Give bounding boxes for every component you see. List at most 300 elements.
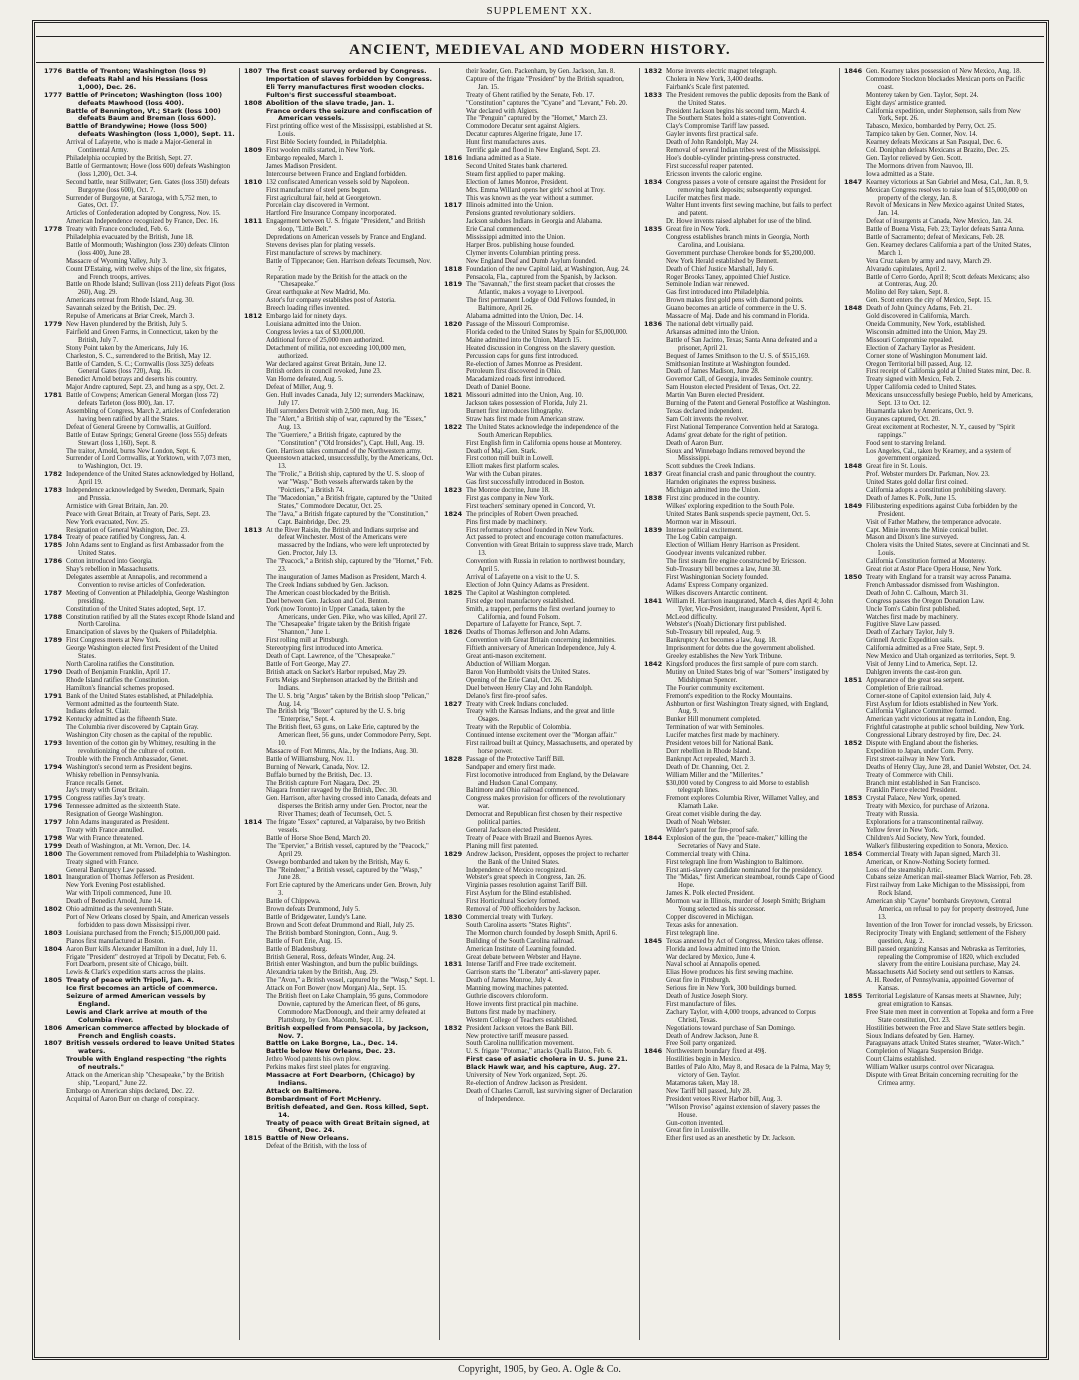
entry-year bbox=[844, 155, 866, 163]
entry-text: Baron Von Humboldt visits the United States. bbox=[466, 668, 591, 676]
entry-text: William Walker usurps control over Nicaragua. bbox=[866, 1064, 995, 1072]
entry-text: Kearney victorious at San Gabriel and Mesa, Cal., Jan. 8, 9. bbox=[866, 178, 1029, 186]
entry-year bbox=[444, 210, 466, 218]
entry-text: Northwestern boundary fixed at 49§. bbox=[666, 1048, 767, 1056]
entry-text: At the River Raisin, the British and Indians surprise and defeat Winchester. Most of the Americans were massacred by the Indians, who were left unprotected by Gen. Proctor, July 13. bbox=[266, 526, 430, 558]
entry-year bbox=[244, 337, 266, 345]
history-entry bbox=[244, 274, 435, 290]
entry-text: Gold discovered in California, March. bbox=[866, 313, 970, 321]
history-entry bbox=[444, 163, 635, 171]
entry-year bbox=[244, 930, 266, 938]
entry-year bbox=[644, 416, 666, 424]
history-entry bbox=[644, 732, 835, 740]
history-entry bbox=[444, 503, 635, 511]
entry-year: 1823 bbox=[444, 486, 463, 495]
entry-year bbox=[444, 455, 466, 463]
entry-year bbox=[244, 495, 266, 511]
entry-year bbox=[44, 1072, 66, 1088]
entry-text: First Bible Society founded, in Philadelphia. bbox=[266, 139, 388, 147]
entry-text: British General, Ross, defeats Winder, Aug. 24. bbox=[266, 953, 396, 961]
entry-year bbox=[844, 629, 866, 637]
entry-text: Kearney defeats Mexicans at San Pasqual, Dec. 6. bbox=[866, 139, 1003, 147]
entry-text: Paraguayans attack United States steamer, "Water-Witch." bbox=[866, 1040, 1025, 1048]
entry-text: British defeated, and Gen. Ross killed, Sept. 14. bbox=[266, 1102, 429, 1119]
history-entry bbox=[44, 629, 235, 637]
entry-text: Continued intense excitement over the "Morgan affair." bbox=[466, 732, 617, 740]
history-entry bbox=[444, 764, 635, 772]
entry-text: Matamoras taken, May 18. bbox=[666, 1080, 740, 1087]
entry-text: The Southern States hold a states-right Convention. bbox=[666, 115, 807, 123]
entry-year: 1788 bbox=[44, 612, 63, 621]
entry-text: Explorations for a transcontinental railway. bbox=[866, 819, 984, 827]
entry-year bbox=[444, 787, 466, 795]
history-entry bbox=[44, 708, 235, 716]
entry-text: Convention with Great Britain to suppress slave trade, March 13. bbox=[466, 542, 634, 558]
entry-year bbox=[444, 811, 466, 827]
entry-year bbox=[44, 432, 66, 448]
entry-year bbox=[244, 748, 266, 756]
history-entry bbox=[844, 361, 1036, 369]
entry-text: The traitor, Arnold, burns New London, Sept. 6. bbox=[66, 447, 197, 455]
entry-year bbox=[844, 867, 866, 875]
entry-year bbox=[44, 985, 66, 993]
history-entry bbox=[844, 582, 1036, 590]
entry-year bbox=[244, 392, 266, 408]
history-entry bbox=[444, 534, 635, 542]
history-entry bbox=[844, 645, 1036, 653]
entry-text: Great fire in New York. bbox=[666, 226, 731, 234]
entry-text: Hartford Fire Insurance Company incorporated. bbox=[266, 210, 397, 218]
history-entry bbox=[244, 527, 435, 559]
entry-text: Elliott makes first platform scales. bbox=[466, 463, 560, 471]
entry-text: Lucifer matches first made. bbox=[666, 194, 741, 202]
history-entry bbox=[444, 787, 635, 795]
entry-year bbox=[644, 424, 666, 432]
history-entry bbox=[644, 685, 835, 693]
entry-year bbox=[244, 329, 266, 337]
entry-text: Battle of Buena Vista, Feb. 23; Taylor defeats Santa Anna. bbox=[866, 226, 1025, 234]
history-entry bbox=[644, 131, 835, 139]
entry-text: The "Reindeer," a British vessel, captured by the "Wasp," June 28. bbox=[266, 866, 423, 882]
entry-year bbox=[244, 574, 266, 582]
history-entry bbox=[244, 242, 435, 250]
entry-year bbox=[844, 392, 866, 408]
entry-text: Sam Colt invents the revolver. bbox=[666, 415, 749, 423]
entry-text: Governor Call, of Georgia, invades Seminole country. bbox=[666, 376, 813, 384]
entry-text: Webster's great speech in Congress, Jan. 26. bbox=[466, 874, 586, 882]
history-entry bbox=[644, 384, 835, 392]
entry-year bbox=[444, 795, 466, 811]
history-entry bbox=[244, 1143, 435, 1151]
entry-year bbox=[844, 139, 866, 147]
entry-year bbox=[244, 843, 266, 859]
entry-text: Jackson subdues Indians in Georgia and Alabama. bbox=[466, 218, 603, 226]
entry-year bbox=[644, 701, 666, 717]
entry-year bbox=[244, 582, 266, 590]
entry-text: Filibustering expeditions against Cuba forbidden by the President. bbox=[866, 502, 1018, 518]
entry-year bbox=[244, 938, 266, 946]
entry-text: First successful reaper patented. bbox=[666, 162, 754, 170]
history-entry bbox=[244, 1135, 435, 1143]
history-entry bbox=[644, 1056, 835, 1064]
history-entry bbox=[844, 345, 1036, 353]
entry-text: Treaty with the Kansas Indians, and the great and little Osages. bbox=[466, 708, 615, 724]
entry-text: Gas first introduced into Philadelphia. bbox=[666, 289, 770, 297]
entry-year bbox=[444, 408, 466, 416]
history-entry bbox=[44, 384, 235, 392]
history-entry bbox=[444, 313, 635, 321]
history-entry bbox=[644, 527, 835, 535]
entry-year: 1841 bbox=[644, 596, 663, 605]
history-entry bbox=[644, 155, 835, 163]
history-entry bbox=[644, 147, 835, 155]
history-entry bbox=[244, 772, 435, 780]
entry-text: Wilkes discovers Antarctic continent. bbox=[666, 589, 768, 597]
entry-year: 1842 bbox=[644, 659, 663, 668]
history-entry bbox=[644, 139, 835, 147]
entry-year bbox=[244, 202, 266, 210]
history-entry bbox=[644, 266, 835, 274]
history-entry bbox=[44, 693, 235, 701]
entry-text: Uncle Tom's Cabin first published. bbox=[866, 605, 961, 613]
entry-text: First Asylum for the Blind established. bbox=[466, 890, 572, 898]
history-entry bbox=[244, 574, 435, 582]
history-entry bbox=[844, 764, 1036, 772]
entry-text: Death of Aaron Burr. bbox=[666, 439, 724, 447]
history-entry bbox=[644, 1048, 835, 1056]
entry-year bbox=[244, 274, 266, 290]
entry-text: Death of Charles Carroll, last surviving signer of Declaration of Independence. bbox=[466, 1087, 633, 1103]
entry-year: 1838 bbox=[644, 493, 663, 502]
history-entry bbox=[244, 210, 435, 218]
history-entry bbox=[44, 787, 235, 795]
entry-year bbox=[644, 1127, 666, 1135]
history-entry bbox=[844, 274, 1036, 290]
history-entry bbox=[844, 76, 1036, 92]
entry-text: Battle of New Orleans. bbox=[266, 1134, 349, 1143]
history-entry bbox=[644, 756, 835, 764]
history-entry bbox=[444, 669, 635, 677]
entry-year bbox=[244, 606, 266, 622]
history-entry bbox=[444, 867, 635, 875]
entry-year bbox=[644, 716, 666, 724]
entry-text: Embargo repealed, March 1. bbox=[266, 154, 344, 162]
entry-year bbox=[444, 1072, 466, 1080]
entry-text: Cubans seize American mail-steamer Black Warrior, Feb. 28. bbox=[866, 874, 1033, 882]
entry-text: Massacre of Maj. Dade and his command in Florida. bbox=[666, 313, 810, 321]
entry-year bbox=[644, 1025, 666, 1033]
entry-year bbox=[44, 210, 66, 218]
entry-text: Battle of Germantown; Howe (loss 600) defeats Washington (loss 1,200), Oct. 3-4. bbox=[66, 162, 231, 178]
history-entry bbox=[844, 629, 1036, 637]
history-entry bbox=[44, 266, 235, 282]
history-entry bbox=[644, 479, 835, 487]
entry-text: First zinc produced in the country. bbox=[666, 494, 760, 502]
history-entry bbox=[444, 155, 635, 163]
history-entry bbox=[44, 471, 235, 487]
entry-year bbox=[44, 163, 66, 179]
entry-year bbox=[244, 471, 266, 495]
entry-text: General Jackson elected President. bbox=[466, 827, 561, 834]
entry-year bbox=[844, 724, 866, 732]
history-entry bbox=[844, 479, 1036, 487]
entry-year bbox=[44, 376, 66, 384]
entry-year bbox=[444, 139, 466, 147]
entry-year bbox=[844, 582, 866, 590]
entry-text: Dahlgren invents the cast-iron gun. bbox=[866, 668, 962, 676]
history-entry bbox=[244, 329, 435, 337]
entry-text: Battles of Palo Alto, May 8, and Resaca de la Palma, May 9; victory of Gen. Taylor. bbox=[666, 1064, 831, 1080]
entry-text: First National Temperance Convention held at Saratoga. bbox=[666, 423, 819, 431]
history-entry bbox=[644, 701, 835, 717]
history-entry bbox=[244, 408, 435, 416]
entry-year bbox=[844, 337, 866, 345]
entry-year: 1795 bbox=[44, 794, 63, 803]
entry-text: Importation of slaves forbidden by Congress. bbox=[266, 74, 432, 83]
entry-text: California adopts a constitution prohibiting slavery. bbox=[866, 487, 1007, 495]
entry-year bbox=[844, 202, 866, 218]
history-entry bbox=[444, 321, 635, 329]
entry-year bbox=[444, 353, 466, 361]
entry-year bbox=[644, 764, 666, 772]
history-entry bbox=[44, 408, 235, 424]
entry-year bbox=[644, 1088, 666, 1096]
entry-text: Pensions granted revolutionary soldiers. bbox=[466, 210, 576, 218]
entry-year bbox=[444, 226, 466, 234]
entry-year bbox=[444, 1048, 466, 1056]
history-entry bbox=[244, 558, 435, 574]
entry-year bbox=[644, 977, 666, 985]
entry-text: Cholera in New York, 3,400 deaths. bbox=[666, 75, 764, 83]
history-entry bbox=[44, 1072, 235, 1088]
entry-year bbox=[644, 724, 666, 732]
history-entry bbox=[644, 353, 835, 361]
history-entry bbox=[444, 954, 635, 962]
entry-year bbox=[44, 701, 66, 709]
entry-year bbox=[844, 163, 866, 171]
entry-text: Gen. Kearney declares California a part of the United States, March 1. bbox=[866, 241, 1032, 257]
entry-text: Great anti-mason excitement. bbox=[466, 653, 547, 661]
entry-text: Guyanes captured, Oct. 20. bbox=[866, 415, 940, 423]
entry-text: Congress ratifies Jay's treaty. bbox=[66, 795, 145, 803]
entry-year bbox=[44, 519, 66, 527]
entry-text: British attack on Sacket's Harbor repulsed, May 29. bbox=[266, 668, 407, 676]
entry-year bbox=[44, 361, 66, 377]
entry-year: 1802 bbox=[44, 905, 63, 914]
entry-year bbox=[444, 463, 466, 471]
entry-text: California Vigilance Committee formed. bbox=[866, 708, 977, 716]
entry-year bbox=[644, 1120, 666, 1128]
entry-year: 1810 bbox=[244, 177, 263, 186]
history-entry bbox=[644, 645, 835, 653]
entry-text: Yellow fever in New York. bbox=[866, 827, 939, 834]
entry-year: 1797 bbox=[44, 818, 63, 827]
entry-text: Constitution ratified by all the States except Rhode Island and North Carolina. bbox=[66, 613, 235, 629]
entry-year bbox=[244, 621, 266, 637]
history-entry bbox=[444, 1088, 635, 1104]
entry-year: 1835 bbox=[644, 225, 663, 234]
entry-text: Bankrupt Act repealed, March 3. bbox=[666, 755, 756, 763]
history-entry bbox=[44, 764, 235, 772]
entry-year bbox=[444, 685, 466, 693]
entry-year bbox=[244, 345, 266, 361]
entry-year bbox=[844, 542, 866, 558]
entry-text: First manufacture of screws by machinery. bbox=[266, 249, 382, 257]
entry-text: Harper Bros. publishing house founded. bbox=[466, 241, 575, 249]
entry-year bbox=[844, 590, 866, 598]
history-entry bbox=[844, 139, 1036, 147]
entry-year bbox=[444, 977, 466, 985]
history-entry bbox=[644, 827, 835, 835]
entry-text: Defeat of General Greene by Cornwallis, at Guilford. bbox=[66, 423, 212, 431]
history-entry bbox=[844, 661, 1036, 669]
entry-text: Sioux and Winnebago Indians removed beyond the Mississippi. bbox=[666, 447, 805, 463]
entry-text: First manufacture of files. bbox=[666, 1000, 737, 1008]
entry-text: Massachusetts Aid Society send out settlers to Kansas. bbox=[866, 969, 1015, 977]
history-entry bbox=[244, 938, 435, 946]
entry-year bbox=[244, 795, 266, 819]
history-entry bbox=[44, 258, 235, 266]
entry-year bbox=[844, 653, 866, 661]
history-entry bbox=[244, 653, 435, 661]
entry-text: Depredations on American vessels by France and England. bbox=[266, 234, 427, 242]
entry-year bbox=[644, 503, 666, 511]
history-entry bbox=[244, 867, 435, 883]
entry-year bbox=[844, 803, 866, 811]
history-entry bbox=[44, 305, 235, 313]
entry-text: Completion of Erie railroad. bbox=[866, 684, 944, 692]
entry-year: 1789 bbox=[44, 636, 63, 645]
history-entry bbox=[244, 693, 435, 709]
entry-year bbox=[444, 329, 466, 337]
entry-year bbox=[444, 187, 466, 195]
entry-text: Hostilities between the Free and Slave State settlers begin. bbox=[866, 1024, 1026, 1032]
entry-text: Naval school at Annapolis opened. bbox=[666, 961, 761, 969]
history-entry bbox=[244, 606, 435, 622]
entry-text: Death of James K. Polk, June 15. bbox=[866, 494, 957, 502]
entry-year bbox=[644, 811, 666, 819]
history-entry bbox=[44, 123, 235, 139]
history-entry bbox=[444, 100, 635, 108]
entry-year bbox=[844, 701, 866, 709]
entry-text: Huamantla taken by Americans, Oct. 9. bbox=[866, 407, 974, 415]
history-entry bbox=[644, 495, 835, 503]
entry-text: Treaty with Mexico, for purchase of Arizona. bbox=[866, 803, 990, 811]
entry-text: Duel between Gen. Jackson and Col. Benton. bbox=[266, 597, 390, 605]
history-entry bbox=[44, 835, 235, 843]
history-entry bbox=[444, 424, 635, 440]
history-entry bbox=[44, 819, 235, 827]
entry-text: Termination of war with Seminoles. bbox=[666, 724, 764, 732]
entry-year: 1846 bbox=[644, 1047, 663, 1056]
entry-text: British orders in council revoked, June 23. bbox=[266, 368, 382, 376]
entry-year bbox=[644, 1033, 666, 1041]
entry-text: First telegraph line. bbox=[666, 929, 720, 937]
entry-text: Capture of the frigate "President" by the British squadron, Jan. 15. bbox=[466, 75, 624, 91]
entry-year bbox=[444, 740, 466, 756]
entry-text: Death of Noah Webster. bbox=[666, 819, 732, 827]
history-entry bbox=[44, 242, 235, 258]
history-entry bbox=[644, 961, 835, 969]
entry-text: Ice first becomes an article of commerce. bbox=[66, 984, 218, 993]
entry-text: Ether first used as an anesthetic by Dr. Jackson. bbox=[666, 1135, 796, 1143]
entry-text: Gas first successfully introduced in Boston. bbox=[466, 479, 585, 487]
entry-year bbox=[44, 424, 66, 432]
history-entry bbox=[644, 693, 835, 701]
history-entry bbox=[644, 337, 835, 353]
entry-year bbox=[444, 337, 466, 345]
entry-text: Macadamized roads first introduced. bbox=[466, 376, 566, 384]
entry-text: Children's Aid Society, New York, founded. bbox=[866, 834, 986, 842]
history-entry bbox=[644, 68, 835, 76]
history-entry bbox=[844, 92, 1036, 100]
entry-text: Death of Maj.-Gen. Stark. bbox=[466, 447, 537, 455]
entry-year bbox=[844, 598, 866, 606]
entry-year: 1783 bbox=[44, 486, 63, 495]
entry-year bbox=[444, 669, 466, 677]
entry-year: 1806 bbox=[44, 1023, 63, 1032]
history-entry bbox=[244, 258, 435, 274]
entry-text: Charleston, S. C., surrendered to the British, May 12. bbox=[66, 352, 211, 360]
entry-text: Astor's fur company establishes post of Astoria. bbox=[266, 297, 396, 305]
history-entry bbox=[444, 392, 635, 400]
entry-year bbox=[444, 92, 466, 100]
entry-year bbox=[644, 795, 666, 811]
history-entry bbox=[444, 400, 635, 408]
entry-year bbox=[844, 131, 866, 139]
history-entry bbox=[244, 416, 435, 432]
entry-year bbox=[444, 68, 466, 76]
history-entry bbox=[44, 732, 235, 740]
history-entry bbox=[444, 1080, 635, 1088]
history-entry bbox=[844, 867, 1036, 875]
history-entry bbox=[844, 701, 1036, 709]
history-entry bbox=[844, 289, 1036, 297]
history-entry bbox=[244, 337, 435, 345]
entry-year: 1809 bbox=[244, 146, 263, 155]
history-entry bbox=[644, 195, 835, 203]
entry-year bbox=[844, 819, 866, 827]
entry-year bbox=[44, 448, 66, 456]
entry-text: First Congress meets at New York. bbox=[66, 637, 161, 645]
entry-year: 1826 bbox=[444, 628, 463, 637]
history-entry bbox=[244, 748, 435, 756]
entry-year bbox=[644, 147, 666, 155]
entry-text: Removal of 700 officeholders by Jackson. bbox=[466, 906, 581, 914]
history-entry bbox=[44, 906, 235, 914]
entry-year bbox=[844, 1072, 866, 1088]
entry-text: Philadelphia occupied by the British, Sept. 27. bbox=[66, 154, 193, 162]
entry-text: Ericsson invents the caloric engine. bbox=[666, 170, 763, 178]
entry-year bbox=[244, 993, 266, 1025]
entry-year bbox=[844, 527, 866, 535]
history-entry bbox=[644, 432, 835, 440]
entry-text: Additional force of 25,000 men authorized. bbox=[266, 336, 384, 344]
entry-text: Passage of the Missouri Compromise. bbox=[466, 321, 570, 328]
history-entry bbox=[44, 297, 235, 305]
entry-year bbox=[444, 1064, 466, 1072]
history-entry bbox=[244, 977, 435, 985]
entry-year bbox=[244, 653, 266, 661]
history-entry bbox=[844, 874, 1036, 882]
entry-year bbox=[444, 724, 466, 732]
entry-year bbox=[244, 1072, 266, 1088]
history-entry bbox=[644, 487, 835, 495]
history-entry bbox=[844, 787, 1036, 795]
entry-text: Erie Canal commenced. bbox=[466, 226, 532, 234]
history-entry bbox=[44, 685, 235, 693]
entry-year bbox=[244, 922, 266, 930]
